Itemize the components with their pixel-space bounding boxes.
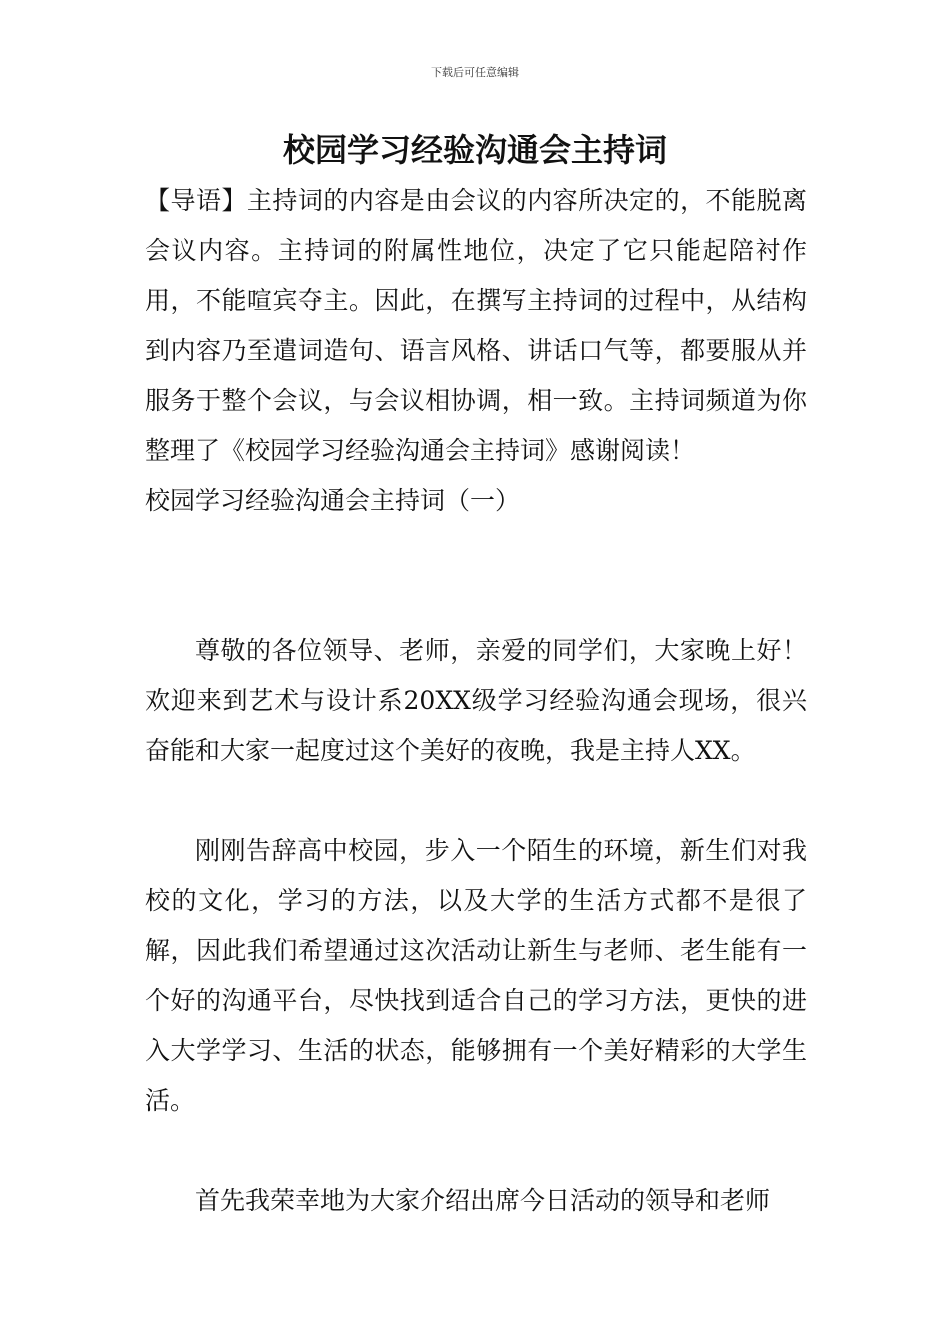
- section-heading: 校园学习经验沟通会主持词（一）: [145, 486, 521, 515]
- intro-paragraph: 【导语】主持词的内容是由会议的内容所决定的，不能脱离会议内容。主持词的附属性地位，决定了它只能起陪衬作用，不能喧宾夺主。因此，在撰写主持词的过程中，从结构到内容乃至遣词造句、语言风格、讲话口气等，都要服从并服务于整个会议，与会议相协调，相一致。主持词频道为你整理了《校园学习经验沟通会主持词》感谢阅读！: [145, 186, 807, 465]
- header-note: 下载后可任意编辑: [431, 66, 519, 79]
- body-paragraph-3: 首先我荣幸地为大家介绍出席今日活动的领导和老师: [195, 1186, 771, 1215]
- body-paragraph-1: 尊敬的各位领导、老师，亲爱的同学们，大家晚上好！欢迎来到艺术与设计系20XX级学习经验沟通会现场，很兴奋能和大家一起度过这个美好的夜晚，我是主持人XX。: [145, 636, 807, 765]
- document-body: [145, 176, 807, 1226]
- document-title: 校园学习经验沟通会主持词: [282, 131, 667, 169]
- spacer: [145, 776, 807, 826]
- spacer: [145, 526, 807, 626]
- body-paragraph-2: 刚刚告辞高中校园，步入一个陌生的环境，新生们对我校的文化，学习的方法，以及大学的生活方式都不是很了解，因此我们希望通过这次活动让新生与老师、老生能有一个好的沟通平台，尽快找到适合自己的学习方法，更快的进入大学学习、生活的状态，能够拥有一个美好精彩的大学生活。: [145, 836, 807, 1115]
- spacer: [145, 1126, 807, 1176]
